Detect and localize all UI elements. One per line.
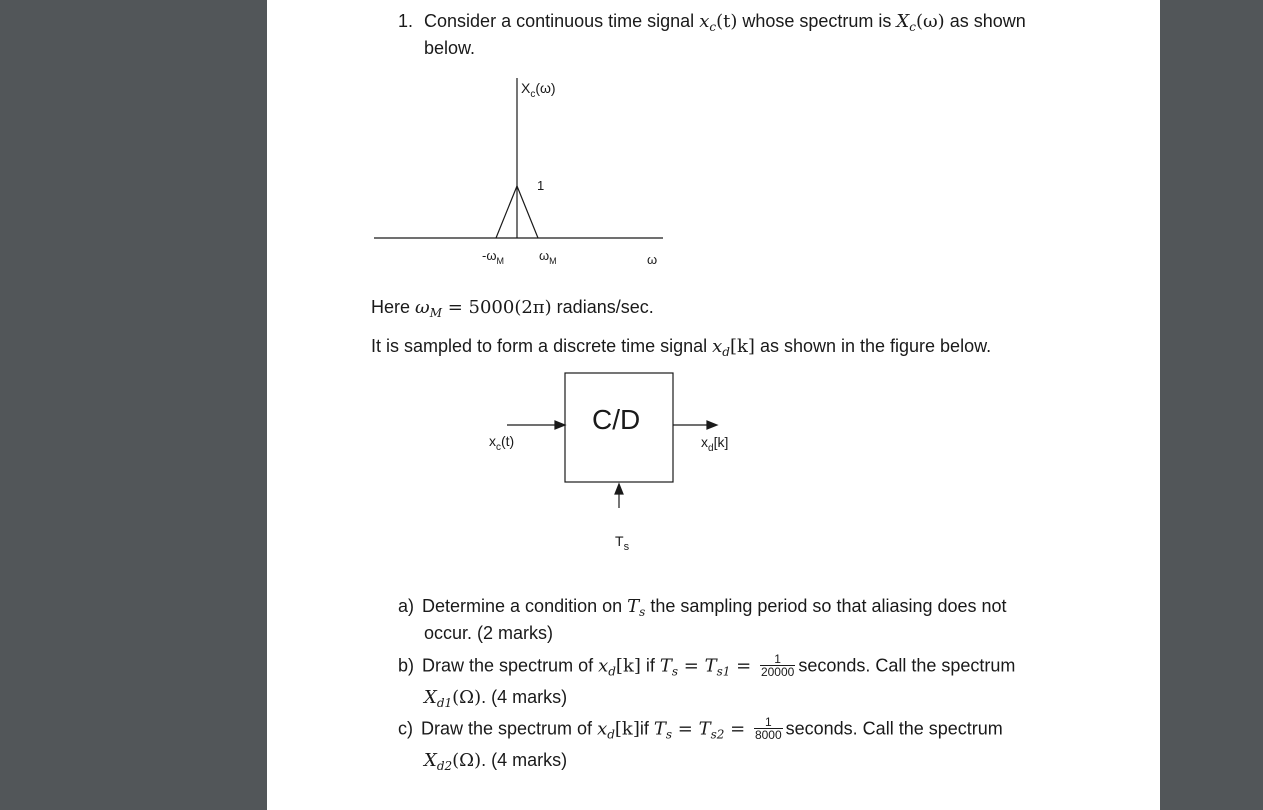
output-signal-label: $x_d[k]$ <box>701 434 729 454</box>
here-omega-line: Here $\omega_M = 5000(2\pi)$ radians/sec. <box>371 297 654 320</box>
output-arrow-head <box>707 421 717 429</box>
part-b-line-1: b) Draw the spectrum of $x_d[k]$ if $T_s = T_{s1}$ = $\frac{1}{20000}$ seconds. Call the spectrum <box>398 652 1016 679</box>
document-page <box>267 0 1160 810</box>
spectrum-plot <box>374 78 663 238</box>
question-number: 1. <box>398 11 414 31</box>
tick-neg-omega-m: $-\omega_M$ <box>482 248 504 266</box>
input-arrow-head <box>555 421 565 429</box>
cd-block-label: C/D <box>592 404 641 435</box>
question-1-line-2: below. <box>424 38 476 58</box>
sampled-line: It is sampled to form a discrete time signal $x_d[k]$ as shown in the figure below. <box>371 336 992 359</box>
part-a-line-1: a) Determine a condition on $T_s$ the sampling period so that aliasing does not <box>398 596 1007 619</box>
fraction-ts1: $\frac{1}{20000}$ <box>760 652 795 679</box>
spectrum-y-label: $X_c(\omega)$ <box>521 80 556 100</box>
question-1-line-1: 1. Consider a continuous time signal $x_c(t)$ whose spectrum is $X_c(\omega)$ as shown <box>398 11 1026 34</box>
diagrams-svg <box>267 0 1160 810</box>
fraction-ts2: $\frac{1}{8000}$ <box>754 715 782 742</box>
part-c-line-1: c) Draw the spectrum of $x_d[k]if$ $T_s = T_{s2}$ = $\frac{1}{8000}$ seconds. Call the spectrum <box>398 715 1003 742</box>
input-signal-label: $x_c(t)$ <box>489 433 515 453</box>
peak-value-label: 1 <box>537 178 545 193</box>
sampling-period-label: $T_s$ <box>615 533 630 553</box>
tick-pos-omega-m: $\omega_M$ <box>539 248 557 266</box>
part-b-line-2: $X_{d1}(\Omega)$. (4 marks) <box>424 687 568 710</box>
part-c-line-2: $X_{d2}(\Omega)$. (4 marks) <box>424 750 568 773</box>
block-diagram <box>507 373 717 508</box>
period-arrow-head <box>615 484 623 494</box>
part-a-line-2: occur. (2 marks) <box>424 623 554 643</box>
omega-axis-label: ω <box>647 252 658 267</box>
